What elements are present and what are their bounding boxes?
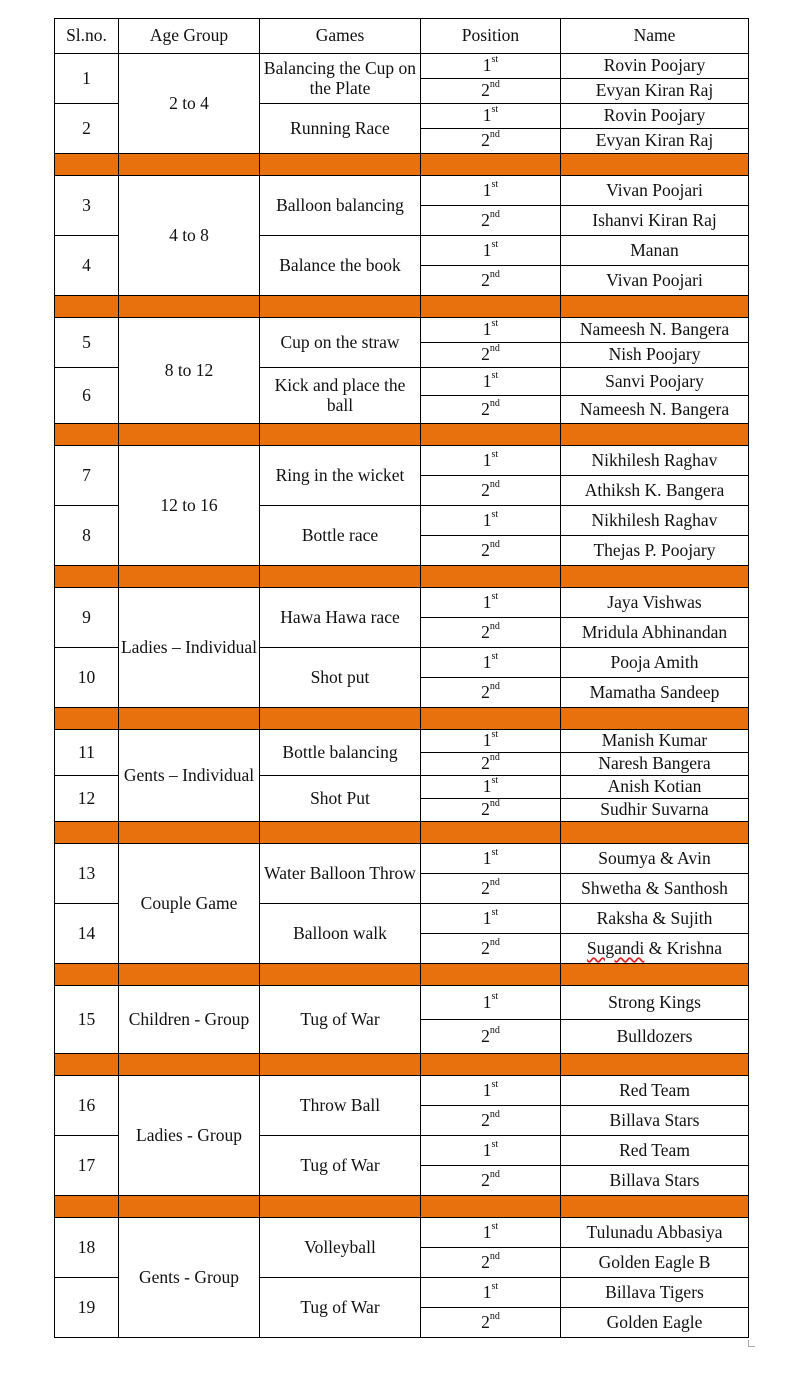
position-suffix: st bbox=[491, 990, 499, 1002]
position-second bbox=[421, 476, 561, 506]
serial-number: 16 bbox=[55, 1076, 119, 1136]
runner-up-name: Billava Stars bbox=[561, 1106, 749, 1136]
game-name: Balance the book bbox=[260, 236, 421, 296]
serial-number: 2 bbox=[55, 104, 119, 154]
position-second bbox=[421, 1248, 561, 1278]
header-games: Games bbox=[260, 19, 421, 54]
game-name: Running Race bbox=[260, 104, 421, 154]
separator-cell bbox=[561, 296, 749, 318]
position-suffix: st bbox=[491, 729, 499, 741]
position-number: 2 bbox=[481, 209, 490, 230]
table-row bbox=[55, 1076, 749, 1106]
position-number: 1 bbox=[482, 1139, 492, 1160]
serial-number: 14 bbox=[55, 904, 119, 964]
position-first bbox=[421, 1218, 561, 1248]
position-suffix: st bbox=[491, 1220, 499, 1232]
separator-cell bbox=[55, 1054, 119, 1076]
winner-name: Vivan Poojari bbox=[561, 176, 749, 206]
position-first bbox=[421, 1076, 561, 1106]
position-suffix: nd bbox=[489, 343, 500, 355]
winner-name: Manish Kumar bbox=[561, 730, 749, 753]
table-row bbox=[55, 588, 749, 618]
serial-number: 5 bbox=[55, 318, 119, 368]
position-first bbox=[421, 1278, 561, 1308]
position-number: 1 bbox=[482, 1079, 492, 1100]
runner-up-name: Mamatha Sandeep bbox=[561, 678, 749, 708]
separator-cell bbox=[119, 1196, 260, 1218]
position-number: 2 bbox=[481, 1311, 490, 1332]
separator-cell bbox=[260, 1196, 421, 1218]
position-number: 2 bbox=[481, 269, 490, 290]
age-group: Gents - Group bbox=[119, 1218, 260, 1338]
winner-name: Red Team bbox=[561, 1076, 749, 1106]
position-second bbox=[421, 874, 561, 904]
position-first bbox=[421, 730, 561, 753]
serial-number: 3 bbox=[55, 176, 119, 236]
game-name: Balloon balancing bbox=[260, 176, 421, 236]
runner-up-name: Vivan Poojari bbox=[561, 266, 749, 296]
runner-up-name: Evyan Kiran Raj bbox=[561, 79, 749, 104]
game-name: Balloon walk bbox=[260, 904, 421, 964]
position-number: 1 bbox=[482, 55, 492, 76]
position-first bbox=[421, 176, 561, 206]
position-suffix: st bbox=[491, 178, 499, 190]
separator-cell bbox=[55, 822, 119, 844]
game-name: Kick and place the ball bbox=[260, 368, 421, 424]
position-suffix: st bbox=[491, 1280, 499, 1292]
separator-cell bbox=[561, 822, 749, 844]
age-group: 4 to 8 bbox=[119, 176, 260, 296]
position-second bbox=[421, 396, 561, 424]
position-first bbox=[421, 1136, 561, 1166]
position-number: 1 bbox=[482, 449, 492, 470]
winner-name: Nikhilesh Raghav bbox=[561, 446, 749, 476]
runner-up-name: Billava Stars bbox=[561, 1166, 749, 1196]
table-row bbox=[55, 446, 749, 476]
header-age-group: Age Group bbox=[119, 19, 260, 54]
separator-cell bbox=[421, 566, 561, 588]
position-suffix: nd bbox=[489, 620, 500, 632]
serial-number: 10 bbox=[55, 648, 119, 708]
position-number: 2 bbox=[481, 621, 490, 642]
serial-number: 6 bbox=[55, 368, 119, 424]
position-number: 2 bbox=[481, 877, 490, 898]
runner-up-name: Thejas P. Poojary bbox=[561, 536, 749, 566]
separator-cell bbox=[561, 154, 749, 176]
serial-number: 8 bbox=[55, 506, 119, 566]
page-corner-mark bbox=[748, 1340, 755, 1347]
winner-name: Tulunadu Abbasiya bbox=[561, 1218, 749, 1248]
position-second bbox=[421, 129, 561, 154]
separator-cell bbox=[55, 296, 119, 318]
separator-cell bbox=[119, 566, 260, 588]
serial-number: 4 bbox=[55, 236, 119, 296]
position-suffix: st bbox=[491, 650, 499, 662]
separator-cell bbox=[260, 566, 421, 588]
age-group: 12 to 16 bbox=[119, 446, 260, 566]
game-name: Hawa Hawa race bbox=[260, 588, 421, 648]
game-name: Balancing the Cup on the Plate bbox=[260, 54, 421, 104]
position-second bbox=[421, 799, 561, 822]
runner-up-name: Nish Poojary bbox=[561, 343, 749, 368]
winner-name: Strong Kings bbox=[561, 986, 749, 1020]
position-number: 1 bbox=[482, 1221, 492, 1242]
serial-number: 15 bbox=[55, 986, 119, 1054]
position-number: 2 bbox=[481, 80, 490, 101]
runner-up-name: Bulldozers bbox=[561, 1020, 749, 1054]
runner-up-name: Golden Eagle B bbox=[561, 1248, 749, 1278]
position-number: 2 bbox=[481, 1025, 490, 1046]
separator-cell bbox=[260, 1054, 421, 1076]
game-name: Throw Ball bbox=[260, 1076, 421, 1136]
position-number: 2 bbox=[481, 539, 490, 560]
position-suffix: nd bbox=[489, 798, 500, 810]
position-second bbox=[421, 1308, 561, 1338]
age-group: Couple Game bbox=[119, 844, 260, 964]
position-first bbox=[421, 844, 561, 874]
separator-cell bbox=[55, 424, 119, 446]
position-suffix: nd bbox=[489, 680, 500, 692]
position-second bbox=[421, 934, 561, 964]
runner-up-name: Golden Eagle bbox=[561, 1308, 749, 1338]
runner-up-name: Nameesh N. Bangera bbox=[561, 396, 749, 424]
separator-cell bbox=[561, 964, 749, 986]
separator-cell bbox=[421, 296, 561, 318]
position-second bbox=[421, 678, 561, 708]
winner-name: Raksha & Sujith bbox=[561, 904, 749, 934]
position-suffix: nd bbox=[489, 1024, 500, 1036]
position-suffix: nd bbox=[489, 268, 500, 280]
game-name: Shot Put bbox=[260, 776, 421, 822]
position-number: 2 bbox=[481, 799, 490, 820]
position-first bbox=[421, 986, 561, 1020]
position-suffix: st bbox=[491, 775, 499, 787]
serial-number: 9 bbox=[55, 588, 119, 648]
position-number: 2 bbox=[481, 479, 490, 500]
age-group: Ladies - Group bbox=[119, 1076, 260, 1196]
position-suffix: nd bbox=[489, 538, 500, 550]
position-suffix: nd bbox=[489, 397, 500, 409]
position-first bbox=[421, 236, 561, 266]
runner-up-name: Evyan Kiran Raj bbox=[561, 129, 749, 154]
position-first bbox=[421, 506, 561, 536]
position-number: 1 bbox=[482, 776, 492, 797]
separator-cell bbox=[260, 424, 421, 446]
section-separator bbox=[55, 708, 749, 730]
position-first bbox=[421, 104, 561, 129]
separator-cell bbox=[260, 708, 421, 730]
table-row bbox=[55, 986, 749, 1020]
separator-cell bbox=[421, 964, 561, 986]
position-suffix: nd bbox=[489, 1310, 500, 1322]
position-first bbox=[421, 648, 561, 678]
section-separator bbox=[55, 964, 749, 986]
position-suffix: nd bbox=[489, 129, 500, 141]
separator-cell bbox=[421, 424, 561, 446]
separator-cell bbox=[55, 964, 119, 986]
position-number: 2 bbox=[481, 1251, 490, 1272]
position-second bbox=[421, 1106, 561, 1136]
position-first bbox=[421, 446, 561, 476]
position-number: 1 bbox=[482, 239, 492, 260]
position-number: 1 bbox=[482, 370, 492, 391]
position-first bbox=[421, 318, 561, 343]
position-suffix: st bbox=[491, 54, 499, 66]
header-name: Name bbox=[561, 19, 749, 54]
age-group: 8 to 12 bbox=[119, 318, 260, 424]
separator-cell bbox=[421, 1196, 561, 1218]
separator-cell bbox=[119, 822, 260, 844]
game-name: Bottle balancing bbox=[260, 730, 421, 776]
section-separator bbox=[55, 154, 749, 176]
position-second bbox=[421, 1166, 561, 1196]
position-suffix: nd bbox=[489, 936, 500, 948]
separator-cell bbox=[561, 708, 749, 730]
runner-up-name: Athiksh K. Bangera bbox=[561, 476, 749, 506]
position-suffix: st bbox=[491, 590, 499, 602]
position-suffix: nd bbox=[489, 478, 500, 490]
results-table bbox=[54, 18, 749, 1338]
position-suffix: nd bbox=[489, 752, 500, 764]
position-number: 1 bbox=[482, 991, 492, 1012]
separator-cell bbox=[119, 708, 260, 730]
separator-cell bbox=[561, 1196, 749, 1218]
header-position: Position bbox=[421, 19, 561, 54]
position-number: 2 bbox=[481, 1169, 490, 1190]
position-first bbox=[421, 368, 561, 396]
position-number: 1 bbox=[482, 179, 492, 200]
position-first bbox=[421, 776, 561, 799]
game-name: Volleyball bbox=[260, 1218, 421, 1278]
separator-cell bbox=[260, 154, 421, 176]
winner-name: Anish Kotian bbox=[561, 776, 749, 799]
position-second bbox=[421, 618, 561, 648]
separator-cell bbox=[561, 566, 749, 588]
separator-cell bbox=[55, 708, 119, 730]
table-row bbox=[55, 730, 749, 753]
position-second bbox=[421, 536, 561, 566]
position-suffix: nd bbox=[489, 1168, 500, 1180]
position-number: 1 bbox=[482, 651, 492, 672]
separator-cell bbox=[561, 1054, 749, 1076]
separator-cell bbox=[119, 296, 260, 318]
serial-number: 13 bbox=[55, 844, 119, 904]
separator-cell bbox=[55, 154, 119, 176]
position-first bbox=[421, 588, 561, 618]
position-number: 1 bbox=[482, 319, 492, 340]
separator-cell bbox=[260, 964, 421, 986]
winner-name: Soumya & Avin bbox=[561, 844, 749, 874]
game-name: Cup on the straw bbox=[260, 318, 421, 368]
runner-up-name: Sudhir Suvarna bbox=[561, 799, 749, 822]
position-number: 1 bbox=[482, 1281, 492, 1302]
separator-cell bbox=[119, 964, 260, 986]
position-second bbox=[421, 753, 561, 776]
position-suffix: st bbox=[491, 318, 499, 330]
header-slno: Sl.no. bbox=[55, 19, 119, 54]
section-separator bbox=[55, 424, 749, 446]
separator-cell bbox=[421, 822, 561, 844]
runner-up-name: Naresh Bangera bbox=[561, 753, 749, 776]
position-number: 2 bbox=[481, 398, 490, 419]
section-separator bbox=[55, 822, 749, 844]
winner-name: Rovin Poojary bbox=[561, 104, 749, 129]
serial-number: 18 bbox=[55, 1218, 119, 1278]
serial-number: 12 bbox=[55, 776, 119, 822]
runner-up-name: Mridula Abhinandan bbox=[561, 618, 749, 648]
age-group: Children - Group bbox=[119, 986, 260, 1054]
table-row bbox=[55, 1218, 749, 1248]
game-name: Tug of War bbox=[260, 1136, 421, 1196]
position-number: 1 bbox=[482, 730, 492, 751]
section-separator bbox=[55, 1196, 749, 1218]
separator-cell bbox=[119, 424, 260, 446]
winner-name: Jaya Vishwas bbox=[561, 588, 749, 618]
game-name: Ring in the wicket bbox=[260, 446, 421, 506]
age-group: Ladies – Individual bbox=[119, 588, 260, 708]
winner-name: Sanvi Poojary bbox=[561, 368, 749, 396]
game-name: Tug of War bbox=[260, 986, 421, 1054]
separator-cell bbox=[260, 822, 421, 844]
winner-name: Pooja Amith bbox=[561, 648, 749, 678]
table-row bbox=[55, 176, 749, 206]
game-name: Bottle race bbox=[260, 506, 421, 566]
position-suffix: st bbox=[491, 906, 499, 918]
position-suffix: nd bbox=[489, 208, 500, 220]
position-suffix: st bbox=[491, 508, 499, 520]
position-suffix: nd bbox=[489, 876, 500, 888]
winner-name: Rovin Poojary bbox=[561, 54, 749, 79]
runner-up-name: Ishanvi Kiran Raj bbox=[561, 206, 749, 236]
position-second bbox=[421, 79, 561, 104]
position-number: 2 bbox=[481, 681, 490, 702]
winner-name: Billava Tigers bbox=[561, 1278, 749, 1308]
winner-name: Manan bbox=[561, 236, 749, 266]
runner-up-name: Sugandi & Krishna bbox=[561, 934, 749, 964]
serial-number: 1 bbox=[55, 54, 119, 104]
header-row bbox=[55, 19, 749, 54]
separator-cell bbox=[421, 708, 561, 730]
position-number: 2 bbox=[481, 937, 490, 958]
position-number: 2 bbox=[481, 344, 490, 365]
position-suffix: st bbox=[491, 104, 499, 116]
separator-cell bbox=[421, 1054, 561, 1076]
position-first bbox=[421, 54, 561, 79]
separator-cell bbox=[421, 154, 561, 176]
separator-cell bbox=[119, 154, 260, 176]
section-separator bbox=[55, 1054, 749, 1076]
position-number: 1 bbox=[482, 509, 492, 530]
position-suffix: st bbox=[491, 448, 499, 460]
position-number: 1 bbox=[482, 847, 492, 868]
position-second bbox=[421, 206, 561, 236]
spellcheck-flagged-word: Sugandi bbox=[586, 937, 645, 958]
position-suffix: st bbox=[491, 369, 499, 381]
winner-name: Red Team bbox=[561, 1136, 749, 1166]
section-separator bbox=[55, 296, 749, 318]
age-group: 2 to 4 bbox=[119, 54, 260, 154]
separator-cell bbox=[561, 424, 749, 446]
results-body bbox=[55, 54, 749, 1338]
game-name: Tug of War bbox=[260, 1278, 421, 1338]
position-second bbox=[421, 266, 561, 296]
position-second bbox=[421, 343, 561, 368]
position-second bbox=[421, 1020, 561, 1054]
position-number: 1 bbox=[482, 907, 492, 928]
separator-cell bbox=[55, 1196, 119, 1218]
age-group: Gents – Individual bbox=[119, 730, 260, 822]
serial-number: 17 bbox=[55, 1136, 119, 1196]
separator-cell bbox=[55, 566, 119, 588]
runner-up-name: Shwetha & Santhosh bbox=[561, 874, 749, 904]
position-suffix: nd bbox=[489, 79, 500, 91]
position-number: 2 bbox=[481, 1109, 490, 1130]
serial-number: 7 bbox=[55, 446, 119, 506]
table-row bbox=[55, 844, 749, 874]
separator-cell bbox=[119, 1054, 260, 1076]
serial-number: 11 bbox=[55, 730, 119, 776]
table-row bbox=[55, 54, 749, 79]
winner-name: Nikhilesh Raghav bbox=[561, 506, 749, 536]
separator-cell bbox=[260, 296, 421, 318]
table-row bbox=[55, 318, 749, 343]
position-number: 1 bbox=[482, 591, 492, 612]
position-suffix: st bbox=[491, 1078, 499, 1090]
position-number: 1 bbox=[482, 105, 492, 126]
serial-number: 19 bbox=[55, 1278, 119, 1338]
section-separator bbox=[55, 566, 749, 588]
position-suffix: st bbox=[491, 846, 499, 858]
game-name: Shot put bbox=[260, 648, 421, 708]
position-first bbox=[421, 904, 561, 934]
position-number: 2 bbox=[481, 130, 490, 151]
position-suffix: st bbox=[491, 1138, 499, 1150]
position-suffix: nd bbox=[489, 1250, 500, 1262]
position-suffix: nd bbox=[489, 1108, 500, 1120]
winner-name: Nameesh N. Bangera bbox=[561, 318, 749, 343]
game-name: Water Balloon Throw bbox=[260, 844, 421, 904]
position-suffix: st bbox=[491, 238, 499, 250]
position-number: 2 bbox=[481, 753, 490, 774]
